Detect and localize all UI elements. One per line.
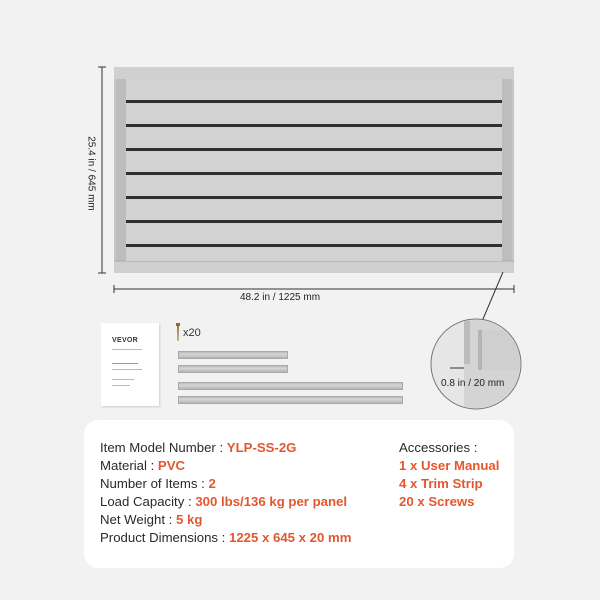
spec-label: Material :: [100, 458, 158, 473]
spec-value: 2: [208, 476, 216, 491]
trim-strip: [178, 351, 288, 359]
spec-number-of-items: [100, 476, 216, 491]
spec-label: Product Dimensions :: [100, 530, 229, 545]
width-dimension-label: 48.2 in / 1225 mm: [240, 292, 321, 303]
accessory-item: 20 x Screws: [399, 494, 475, 509]
spec-value: 1225 x 645 x 20 mm: [229, 530, 352, 545]
spec-value: YLP-SS-2G: [226, 440, 297, 455]
accessories-title: Accessories :: [399, 440, 478, 455]
height-dimension-label: 25.4 in / 645 mm: [85, 136, 97, 211]
spec-value: 300 lbs/136 kg per panel: [195, 494, 348, 509]
thickness-detail-circle: [430, 318, 522, 410]
trim-strip: [178, 365, 288, 373]
spec-net-weight: [100, 512, 202, 527]
spec-label: Net Weight :: [100, 512, 176, 527]
spec-label: Item Model Number :: [100, 440, 227, 455]
spec-model-number: [100, 440, 296, 455]
thickness-dimension-label: 0.8 in / 20 mm: [441, 378, 505, 389]
screw-icon: [174, 323, 182, 343]
slatwall-panel-drawing: [90, 55, 520, 305]
accessory-item: 4 x Trim Strip: [399, 476, 483, 491]
spec-product-dimensions: [100, 530, 351, 545]
trim-strip: [178, 382, 403, 390]
spec-value: PVC: [157, 458, 186, 473]
screw-count-label: x20: [183, 327, 201, 339]
spec-load-capacity: [100, 494, 347, 509]
spec-material: [100, 458, 185, 473]
spec-label: Load Capacity :: [100, 494, 196, 509]
user-manual-image: [101, 323, 159, 406]
manual-brand-logo: VEVOR: [112, 337, 139, 344]
trim-strip: [178, 396, 403, 404]
spec-label: Number of Items :: [100, 476, 209, 491]
spec-value: 5 kg: [175, 512, 203, 527]
specifications-card: [84, 420, 514, 568]
accessory-item: 1 x User Manual: [399, 458, 500, 473]
